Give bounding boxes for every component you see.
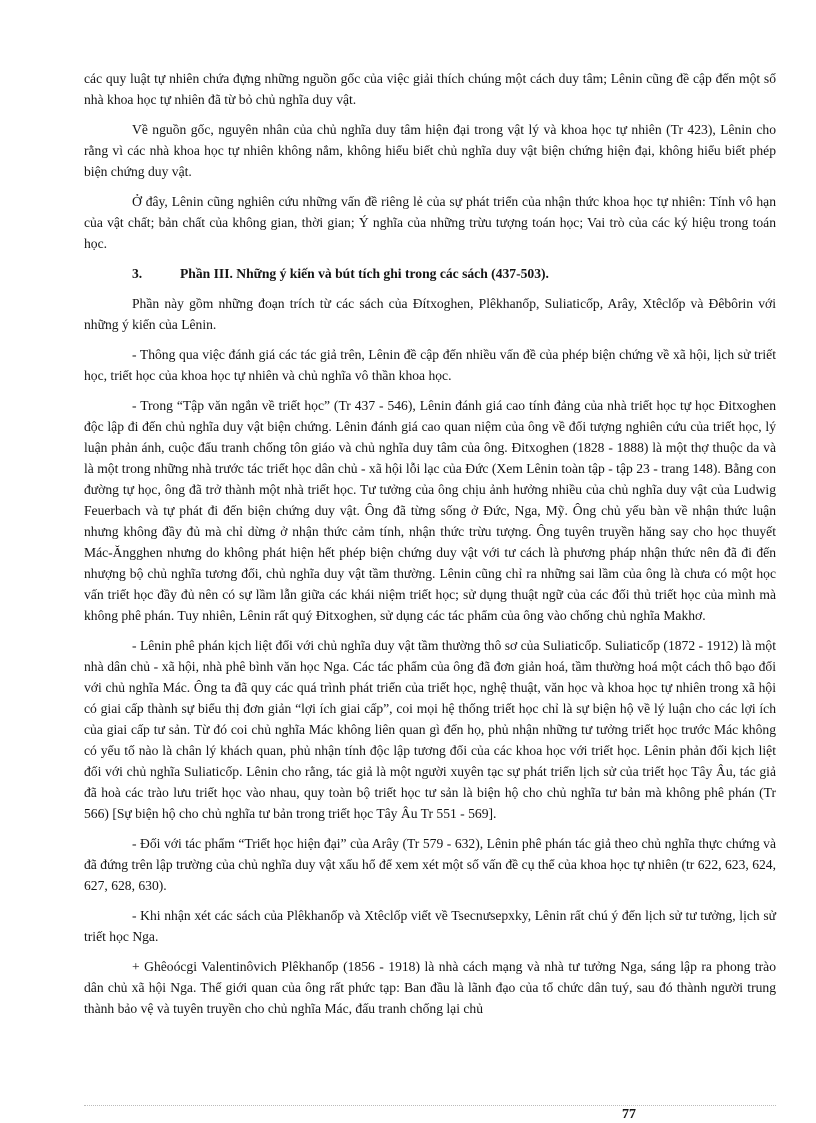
section-heading (84, 263, 776, 284)
paragraph-7: - Lênin phê phán kịch liệt đối với chủ nghĩa duy vật tầm thường thô sơ của Suliaticốp. Suliaticốp (1872 - 1912) là một nhà dân chủ - xã hội, nhà phê bình văn học Nga. Các tác phẩm của ông đã đơn giản hoá, tầm thường hoá một cách thô bạo đối với chủ nghĩa Mác. Ông ta đã quy các quá trình phát triển của triết học, nghệ thuật, văn học và khoa học tự nhiên trong xã hội có giai cấp thành sự biểu thị đơn giản “lợi ích giai cấp”, coi mọi hệ thống triết học chỉ là sự biện hộ về lý luận cho các lợi ích của giai cấp tư sản. Từ đó coi chủ nghĩa Mác không liên quan gì đến họ, phủ nhận những tư tưởng triết học trước Mác không có yếu tố nào là chân lý khách quan, phủ nhận tính độc lập tương đối của các khoa học với triết học. Lênin phản đối kịch liệt đối với chủ nghĩa Suliaticốp. Lênin cho rằng, tác giả là một người xuyên tạc sự phát triển lịch sử của triết học Tây Âu, tác giả đã hoà các trào lưu triết học vào nhau, quy toàn bộ triết học tư sản là biện hộ cho chủ nghĩa tư bản mà không phê phán (Tr 566) [Sự biện hộ cho chủ nghĩa tư bản trong triết học Tây Âu Tr 551 - 569]. (84, 638, 776, 821)
paragraph-10: + Ghêoócgi Valentinôvich Plêkhanốp (1856 - 1918) là nhà cách mạng và nhà tư tưởng Nga, sáng lập ra phong trào dân chủ xã hội Nga. Thế giới quan của ông rất phức tạp: Ban đầu là lãnh đạo của tổ chức dân tuý, sau đó thành người trung thành bảo vệ và tuyên truyền cho chủ nghĩa Mác, đấu tranh chống lại chủ (84, 959, 776, 1016)
section-heading-number: 3. (132, 266, 143, 281)
paragraph-6: - Trong “Tập văn ngắn về triết học” (Tr 437 - 546), Lênin đánh giá cao tính đảng của nhà triết học tự học Đitxoghen độc lập đi đến chủ nghĩa duy vật biện chứng. Lênin đánh giá cao quan niệm của ông về đối tượng nghiên cứu của triết học, lý luận phản ánh, cuộc đấu tranh chống tôn giáo và chủ nghĩa duy tâm của ông. Đitxoghen (1828 - 1888) là một thợ thuộc da và là một trong những nhà trước tác triết học dân chủ - xã hội lỗi lạc của Đức (Xem Lênin toàn tập - tập 23 - trang 148). Bằng con đường tự học, ông đã trở thành một nhà triết học. Tư tưởng của ông chịu ảnh hưởng nhiều của chủ nghĩa duy vật của Ludwig Feuerbach và tự phát đi đến biện chứng duy vật. Ông đã từng sống ở Đức, Nga, Mỹ. Ông chủ yếu bàn về nhận thức luận nhưng không đầy đủ mà chỉ dừng ở nhận thức cảm tính, nhận thức trừu tượng. Ông tuyên truyền hăng say cho học thuyết Mác-Ăngghen nhưng do không phát hiện hết phép biện chứng duy vật với tư cách là phương pháp nhận thức nên đã đi đến nhượng bộ chủ nghĩa tương đối, chủ nghĩa duy vật tầm thường. Lênin cũng chỉ ra những sai lầm của ông là chưa có một học vấn triết học đầy đủ nên có sự lầm lẫn giữa các khái niệm triết học; sử dụng thuật ngữ của các đối thủ triết học của mình mà không phê phán. Tuy nhiên, Lênin rất quý Đitxoghen, sử dụng các tác phẩm của ông vào chống chủ nghĩa Makhơ. (84, 398, 776, 623)
document-body (84, 68, 776, 1028)
paragraph-2: Về nguồn gốc, nguyên nhân của chủ nghĩa duy tâm hiện đại trong vật lý và khoa học tự nhiên (Tr 423), Lênin cho rằng vì các nhà khoa học tự nhiên không nắm, không hiểu biết chủ nghĩa duy vật biện chứng hiện đại, không hiểu biết phép biện chứng duy vật. (84, 122, 776, 179)
paragraph-1: các quy luật tự nhiên chứa đựng những nguồn gốc của việc giải thích chúng một cách duy tâm; Lênin cũng đề cập đến một số nhà khoa học tự nhiên đã từ bỏ chủ nghĩa duy vật. (84, 71, 776, 107)
page-number: 77 (622, 1107, 636, 1122)
paragraph-4: Phần này gồm những đoạn trích từ các sách của Đítxoghen, Plêkhanốp, Suliaticốp, Arây, Xtêclốp và Đêbôrin với những ý kiến của Lênin. (84, 296, 776, 332)
paragraph-3: Ở đây, Lênin cũng nghiên cứu những vấn đề riêng lẻ của sự phát triển của nhận thức khoa học tự nhiên: Tính vô hạn của vật chất; bản chất của không gian, thời gian; Ý nghĩa của những trừu tượng toán học; Vai trò của các ký hiệu trong toán học. (84, 194, 776, 251)
paragraph-8: - Đối với tác phẩm “Triết học hiện đại” của Arây (Tr 579 - 632), Lênin phê phán tác giả theo chủ nghĩa thực chứng và đã đứng trên lập trường của chủ nghĩa duy vật xấu hổ để xem xét một số vấn đề cụ thể của khoa học tự nhiên (tr 622, 623, 624, 627, 628, 630). (84, 836, 776, 893)
paragraph-9: - Khi nhận xét các sách của Plêkhanốp và Xtêclốp viết về Tsecnưsepxky, Lênin rất chú ý đến lịch sử tư tưởng, lịch sử triết học Nga. (84, 908, 776, 944)
footer-divider (84, 1105, 776, 1106)
section-heading-text: Phần III. Những ý kiến và bút tích ghi trong các sách (437-503). (180, 266, 549, 281)
paragraph-5: - Thông qua việc đánh giá các tác giả trên, Lênin đề cập đến nhiều vấn đề của phép biện chứng về xã hội, lịch sử triết học, triết học của khoa học tự nhiên và chủ nghĩa vô thần khoa học. (84, 347, 776, 383)
